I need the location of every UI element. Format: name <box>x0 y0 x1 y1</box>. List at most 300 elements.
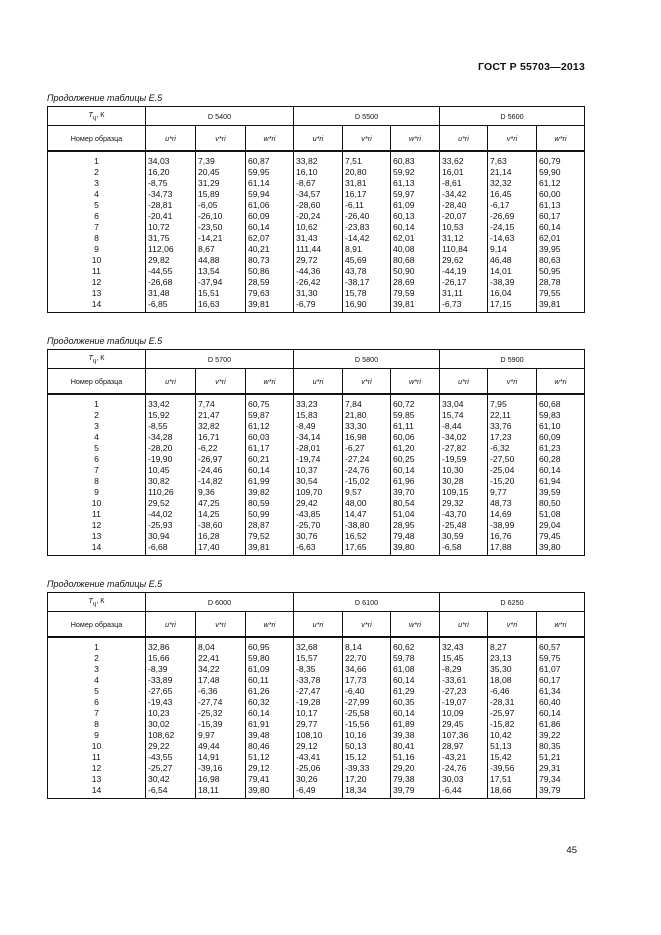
value-cell: 17,73 <box>343 675 391 686</box>
sample-number-cell: 12 <box>48 520 146 531</box>
value-cell: 30,42 <box>146 774 196 785</box>
value-cell: 17,65 <box>343 542 391 556</box>
sample-number-cell: 1 <box>48 151 146 167</box>
table-row <box>48 637 585 653</box>
temperature-unit: , К <box>96 110 105 120</box>
value-cell: 59,94 <box>246 189 294 200</box>
value-cell: 60,14 <box>246 708 294 719</box>
coordinate-header: u*ri <box>146 612 196 638</box>
value-cell: -6,63 <box>294 542 343 556</box>
value-cell: 80,41 <box>391 741 440 752</box>
value-cell: -15,39 <box>196 719 246 730</box>
table-row <box>48 708 585 719</box>
value-cell: 29,77 <box>294 719 343 730</box>
value-cell: -25,70 <box>294 520 343 531</box>
coordinate-header: w*ri <box>391 612 440 638</box>
value-cell: -6,73 <box>440 299 488 313</box>
value-cell: 32,82 <box>196 421 246 432</box>
value-cell: 50,90 <box>391 266 440 277</box>
value-cell: 16,04 <box>488 288 537 299</box>
value-cell: 8,67 <box>196 244 246 255</box>
value-cell: 16,76 <box>488 531 537 542</box>
value-cell: 51,12 <box>246 752 294 763</box>
value-cell: 15,78 <box>343 288 391 299</box>
value-cell: 10,16 <box>343 730 391 741</box>
value-cell: 39,81 <box>246 299 294 313</box>
value-cell: 60,28 <box>537 454 585 465</box>
temperature-header <box>48 593 146 612</box>
value-cell: -6,36 <box>196 686 246 697</box>
value-cell: -6,44 <box>440 785 488 799</box>
value-cell: 59,85 <box>391 410 440 421</box>
sample-number-cell: 8 <box>48 719 146 730</box>
sample-number-cell: 6 <box>48 454 146 465</box>
value-cell: -15,82 <box>488 719 537 730</box>
value-cell: 15,92 <box>146 410 196 421</box>
value-cell: -38,39 <box>488 277 537 288</box>
value-cell: -6,11 <box>343 200 391 211</box>
sample-number-cell: 5 <box>48 443 146 454</box>
value-cell: 16,90 <box>343 299 391 313</box>
value-cell: -34,14 <box>294 432 343 443</box>
value-cell: 60,14 <box>391 708 440 719</box>
value-cell: 33,82 <box>294 151 343 167</box>
table-caption: Продолжение таблицы Е.5 <box>47 93 163 103</box>
value-cell: 20,45 <box>196 167 246 178</box>
sample-number-cell: 1 <box>48 637 146 653</box>
value-cell: 13,54 <box>196 266 246 277</box>
sample-number-cell: 1 <box>48 394 146 410</box>
value-cell: -28,31 <box>488 697 537 708</box>
coordinate-header: u*ri <box>294 126 343 152</box>
value-cell: 60,75 <box>246 394 294 410</box>
value-cell: -27,82 <box>440 443 488 454</box>
value-cell: 8,14 <box>343 637 391 653</box>
value-cell: 28,69 <box>391 277 440 288</box>
value-cell: 60,14 <box>246 222 294 233</box>
value-cell: 29,42 <box>294 498 343 509</box>
sample-number-cell: 2 <box>48 167 146 178</box>
value-cell: 61,94 <box>537 476 585 487</box>
value-cell: 31,43 <box>294 233 343 244</box>
value-cell: 17,51 <box>488 774 537 785</box>
value-cell: -24,15 <box>488 222 537 233</box>
value-cell: 108,10 <box>294 730 343 741</box>
sample-number-cell: 3 <box>48 421 146 432</box>
table-row <box>48 487 585 498</box>
sample-number-cell: 5 <box>48 686 146 697</box>
table-row <box>48 752 585 763</box>
temperature-symbol: Т <box>88 353 93 363</box>
value-cell: -37,94 <box>196 277 246 288</box>
value-cell: 29,20 <box>391 763 440 774</box>
value-cell: 28,59 <box>246 277 294 288</box>
value-cell: 29,12 <box>294 741 343 752</box>
value-cell: 61,06 <box>246 200 294 211</box>
value-cell: 40,21 <box>246 244 294 255</box>
value-cell: -14,63 <box>488 233 537 244</box>
value-cell: 30,54 <box>294 476 343 487</box>
value-cell: 30,26 <box>294 774 343 785</box>
sample-number-cell: 4 <box>48 189 146 200</box>
table-row <box>48 222 585 233</box>
value-cell: 9,97 <box>196 730 246 741</box>
value-cell: 7,51 <box>343 151 391 167</box>
value-cell: 60,25 <box>391 454 440 465</box>
coordinate-header: v*ri <box>343 612 391 638</box>
sample-number-cell: 10 <box>48 255 146 266</box>
value-cell: 7,39 <box>196 151 246 167</box>
value-cell: 17,88 <box>488 542 537 556</box>
value-cell: -39,16 <box>196 763 246 774</box>
value-cell: -14,42 <box>343 233 391 244</box>
value-cell: 30,76 <box>294 531 343 542</box>
value-cell: 28,87 <box>246 520 294 531</box>
value-cell: -43,21 <box>440 752 488 763</box>
sample-number-cell: 9 <box>48 244 146 255</box>
value-cell: 32,86 <box>146 637 196 653</box>
value-cell: 60,00 <box>537 189 585 200</box>
sample-number-cell: 6 <box>48 697 146 708</box>
value-cell: -25,58 <box>343 708 391 719</box>
value-cell: -8,39 <box>146 664 196 675</box>
table-row <box>48 498 585 509</box>
value-cell: -39,56 <box>488 763 537 774</box>
value-cell: -20,24 <box>294 211 343 222</box>
sample-number-cell: 7 <box>48 708 146 719</box>
illuminant-header: D 6100 <box>294 593 440 612</box>
value-cell: 60,62 <box>391 637 440 653</box>
value-cell: -14,82 <box>196 476 246 487</box>
value-cell: 79,59 <box>391 288 440 299</box>
sample-number-cell: 8 <box>48 476 146 487</box>
value-cell: -6,85 <box>146 299 196 313</box>
value-cell: 46,48 <box>488 255 537 266</box>
sample-number-header: Номер образца <box>48 369 146 395</box>
value-cell: -6,05 <box>196 200 246 211</box>
value-cell: -8,35 <box>294 664 343 675</box>
coordinate-header: v*ri <box>196 369 246 395</box>
value-cell: -38,60 <box>196 520 246 531</box>
value-cell: 20,80 <box>343 167 391 178</box>
value-cell: 10,45 <box>146 465 196 476</box>
value-cell: 39,79 <box>537 785 585 799</box>
value-cell: -26,42 <box>294 277 343 288</box>
table-row <box>48 653 585 664</box>
sample-number-cell: 5 <box>48 200 146 211</box>
value-cell: 10,09 <box>440 708 488 719</box>
value-cell: 29,04 <box>537 520 585 531</box>
data-table <box>47 592 585 799</box>
coordinate-header: w*ri <box>246 126 294 152</box>
value-cell: 59,75 <box>537 653 585 664</box>
value-cell: -33,78 <box>294 675 343 686</box>
value-cell: 23,13 <box>488 653 537 664</box>
value-cell: -19,28 <box>294 697 343 708</box>
value-cell: 60,14 <box>391 222 440 233</box>
value-cell: 79,45 <box>537 531 585 542</box>
table-row <box>48 299 585 313</box>
table-row <box>48 719 585 730</box>
table-row <box>48 421 585 432</box>
value-cell: -20,41 <box>146 211 196 222</box>
value-cell: 39,81 <box>537 299 585 313</box>
value-cell: -25,48 <box>440 520 488 531</box>
value-cell: 29,72 <box>294 255 343 266</box>
value-cell: -6,40 <box>343 686 391 697</box>
value-cell: 61,12 <box>537 178 585 189</box>
coordinate-header: u*ri <box>440 126 488 152</box>
value-cell: 16,98 <box>196 774 246 785</box>
value-cell: 61,09 <box>391 200 440 211</box>
value-cell: -28,01 <box>294 443 343 454</box>
value-cell: 80,63 <box>537 255 585 266</box>
table-row <box>48 410 585 421</box>
value-cell: 60,87 <box>246 151 294 167</box>
sample-number-cell: 14 <box>48 542 146 556</box>
sample-number-cell: 11 <box>48 752 146 763</box>
value-cell: 16,20 <box>146 167 196 178</box>
value-cell: 62,01 <box>537 233 585 244</box>
value-cell: 34,03 <box>146 151 196 167</box>
value-cell: 59,83 <box>537 410 585 421</box>
value-cell: 39,22 <box>537 730 585 741</box>
value-cell: 60,79 <box>537 151 585 167</box>
value-cell: 61,13 <box>391 178 440 189</box>
value-cell: 31,11 <box>440 288 488 299</box>
value-cell: -20,07 <box>440 211 488 222</box>
value-cell: 45,69 <box>343 255 391 266</box>
value-cell: 39,82 <box>246 487 294 498</box>
table-row <box>48 288 585 299</box>
value-cell: 50,13 <box>343 741 391 752</box>
data-table <box>47 349 585 556</box>
value-cell: -26,17 <box>440 277 488 288</box>
value-cell: 59,92 <box>391 167 440 178</box>
value-cell: -8,44 <box>440 421 488 432</box>
value-cell: 61,96 <box>391 476 440 487</box>
sample-number-cell: 7 <box>48 465 146 476</box>
value-cell: 15,51 <box>196 288 246 299</box>
value-cell: 60,06 <box>391 432 440 443</box>
value-cell: 14,25 <box>196 509 246 520</box>
value-cell: 29,52 <box>146 498 196 509</box>
value-cell: 80,46 <box>246 741 294 752</box>
sample-number-cell: 10 <box>48 741 146 752</box>
value-cell: 33,42 <box>146 394 196 410</box>
value-cell: 29,31 <box>537 763 585 774</box>
value-cell: 61,10 <box>537 421 585 432</box>
value-cell: -8,67 <box>294 178 343 189</box>
sample-number-cell: 14 <box>48 299 146 313</box>
value-cell: 61,20 <box>391 443 440 454</box>
table-row <box>48 454 585 465</box>
value-cell: 60,14 <box>537 708 585 719</box>
table-row <box>48 531 585 542</box>
value-cell: 39,80 <box>391 542 440 556</box>
value-cell: 9,36 <box>196 487 246 498</box>
value-cell: -14,21 <box>196 233 246 244</box>
value-cell: 31,75 <box>146 233 196 244</box>
value-cell: 15,83 <box>294 410 343 421</box>
value-cell: -19,74 <box>294 454 343 465</box>
value-cell: 40,08 <box>391 244 440 255</box>
value-cell: 51,08 <box>537 509 585 520</box>
value-cell: 80,59 <box>246 498 294 509</box>
table-row <box>48 151 585 167</box>
value-cell: 47,25 <box>196 498 246 509</box>
value-cell: 60,40 <box>537 697 585 708</box>
table-row <box>48 741 585 752</box>
coordinate-header: u*ri <box>294 612 343 638</box>
sample-number-header: Номер образца <box>48 612 146 638</box>
value-cell: -26,10 <box>196 211 246 222</box>
sample-number-cell: 12 <box>48 763 146 774</box>
value-cell: -19,43 <box>146 697 196 708</box>
value-cell: -27,47 <box>294 686 343 697</box>
value-cell: 34,66 <box>343 664 391 675</box>
value-cell: 9,57 <box>343 487 391 498</box>
value-cell: -19,59 <box>440 454 488 465</box>
value-cell: 7,74 <box>196 394 246 410</box>
illuminant-header: D 5700 <box>146 350 294 369</box>
sample-number-cell: 4 <box>48 675 146 686</box>
value-cell: -8,49 <box>294 421 343 432</box>
value-cell: 60,17 <box>537 675 585 686</box>
value-cell: -43,41 <box>294 752 343 763</box>
table-row <box>48 211 585 222</box>
value-cell: 15,12 <box>343 752 391 763</box>
value-cell: 79,41 <box>246 774 294 785</box>
value-cell: -6,49 <box>294 785 343 799</box>
value-cell: 110,84 <box>440 244 488 255</box>
value-cell: -44,55 <box>146 266 196 277</box>
coordinate-header: v*ri <box>196 126 246 152</box>
table-row <box>48 774 585 785</box>
value-cell: -25,06 <box>294 763 343 774</box>
value-cell: 32,32 <box>488 178 537 189</box>
value-cell: 60,17 <box>537 211 585 222</box>
table-row <box>48 200 585 211</box>
value-cell: -26,40 <box>343 211 391 222</box>
value-cell: -23,50 <box>196 222 246 233</box>
value-cell: 112,06 <box>146 244 196 255</box>
value-cell: 16,28 <box>196 531 246 542</box>
value-cell: -8,55 <box>146 421 196 432</box>
value-cell: 62,07 <box>246 233 294 244</box>
value-cell: -26,69 <box>488 211 537 222</box>
sample-number-cell: 3 <box>48 178 146 189</box>
value-cell: 22,11 <box>488 410 537 421</box>
value-cell: 17,23 <box>488 432 537 443</box>
coordinate-header: v*ri <box>488 612 537 638</box>
value-cell: 60,83 <box>391 151 440 167</box>
value-cell: 61,26 <box>246 686 294 697</box>
sample-number-cell: 7 <box>48 222 146 233</box>
temperature-header <box>48 350 146 369</box>
value-cell: 79,48 <box>391 531 440 542</box>
value-cell: 51,21 <box>537 752 585 763</box>
value-cell: -38,17 <box>343 277 391 288</box>
value-cell: 14,47 <box>343 509 391 520</box>
value-cell: 111,44 <box>294 244 343 255</box>
value-cell: -6,27 <box>343 443 391 454</box>
value-cell: 80,35 <box>537 741 585 752</box>
value-cell: -27,50 <box>488 454 537 465</box>
value-cell: -6,79 <box>294 299 343 313</box>
temperature-symbol: Т <box>88 596 93 606</box>
value-cell: 28,95 <box>391 520 440 531</box>
coordinate-header: w*ri <box>246 612 294 638</box>
value-cell: 60,09 <box>246 211 294 222</box>
value-cell: -25,04 <box>488 465 537 476</box>
value-cell: 80,68 <box>391 255 440 266</box>
value-cell: -27,65 <box>146 686 196 697</box>
value-cell: -28,20 <box>146 443 196 454</box>
table-row <box>48 255 585 266</box>
value-cell: 17,40 <box>196 542 246 556</box>
value-cell: 51,13 <box>488 741 537 752</box>
value-cell: -26,68 <box>146 277 196 288</box>
table-row <box>48 432 585 443</box>
value-cell: -15,20 <box>488 476 537 487</box>
value-cell: 7,84 <box>343 394 391 410</box>
value-cell: 39,80 <box>246 785 294 799</box>
value-cell: 61,14 <box>246 178 294 189</box>
value-cell: -24,76 <box>440 763 488 774</box>
value-cell: -33,61 <box>440 675 488 686</box>
value-cell: 10,17 <box>294 708 343 719</box>
value-cell: 10,37 <box>294 465 343 476</box>
value-cell: 60,14 <box>537 465 585 476</box>
value-cell: 10,42 <box>488 730 537 741</box>
value-cell: 32,43 <box>440 637 488 653</box>
value-cell: 16,98 <box>343 432 391 443</box>
value-cell: -6,46 <box>488 686 537 697</box>
value-cell: 80,54 <box>391 498 440 509</box>
value-cell: 59,87 <box>246 410 294 421</box>
value-cell: 59,80 <box>246 653 294 664</box>
value-cell: 61,07 <box>537 664 585 675</box>
value-cell: 79,55 <box>537 288 585 299</box>
value-cell: 60,11 <box>246 675 294 686</box>
value-cell: 108,62 <box>146 730 196 741</box>
value-cell: -24,46 <box>196 465 246 476</box>
sample-number-cell: 2 <box>48 410 146 421</box>
value-cell: -6,32 <box>488 443 537 454</box>
temperature-unit: , К <box>96 353 105 363</box>
coordinate-header: v*ri <box>488 369 537 395</box>
value-cell: 16,71 <box>196 432 246 443</box>
value-cell: -44,19 <box>440 266 488 277</box>
value-cell: 29,12 <box>246 763 294 774</box>
value-cell: -27,24 <box>343 454 391 465</box>
value-cell: 14,01 <box>488 266 537 277</box>
value-cell: -34,28 <box>146 432 196 443</box>
table-row <box>48 520 585 531</box>
value-cell: 48,73 <box>488 498 537 509</box>
value-cell: 16,17 <box>343 189 391 200</box>
value-cell: 39,70 <box>391 487 440 498</box>
sample-number-cell: 12 <box>48 277 146 288</box>
value-cell: 30,59 <box>440 531 488 542</box>
value-cell: 10,23 <box>146 708 196 719</box>
value-cell: 61,11 <box>391 421 440 432</box>
value-cell: 31,81 <box>343 178 391 189</box>
value-cell: 61,17 <box>246 443 294 454</box>
sample-number-cell: 2 <box>48 653 146 664</box>
value-cell: 80,50 <box>537 498 585 509</box>
